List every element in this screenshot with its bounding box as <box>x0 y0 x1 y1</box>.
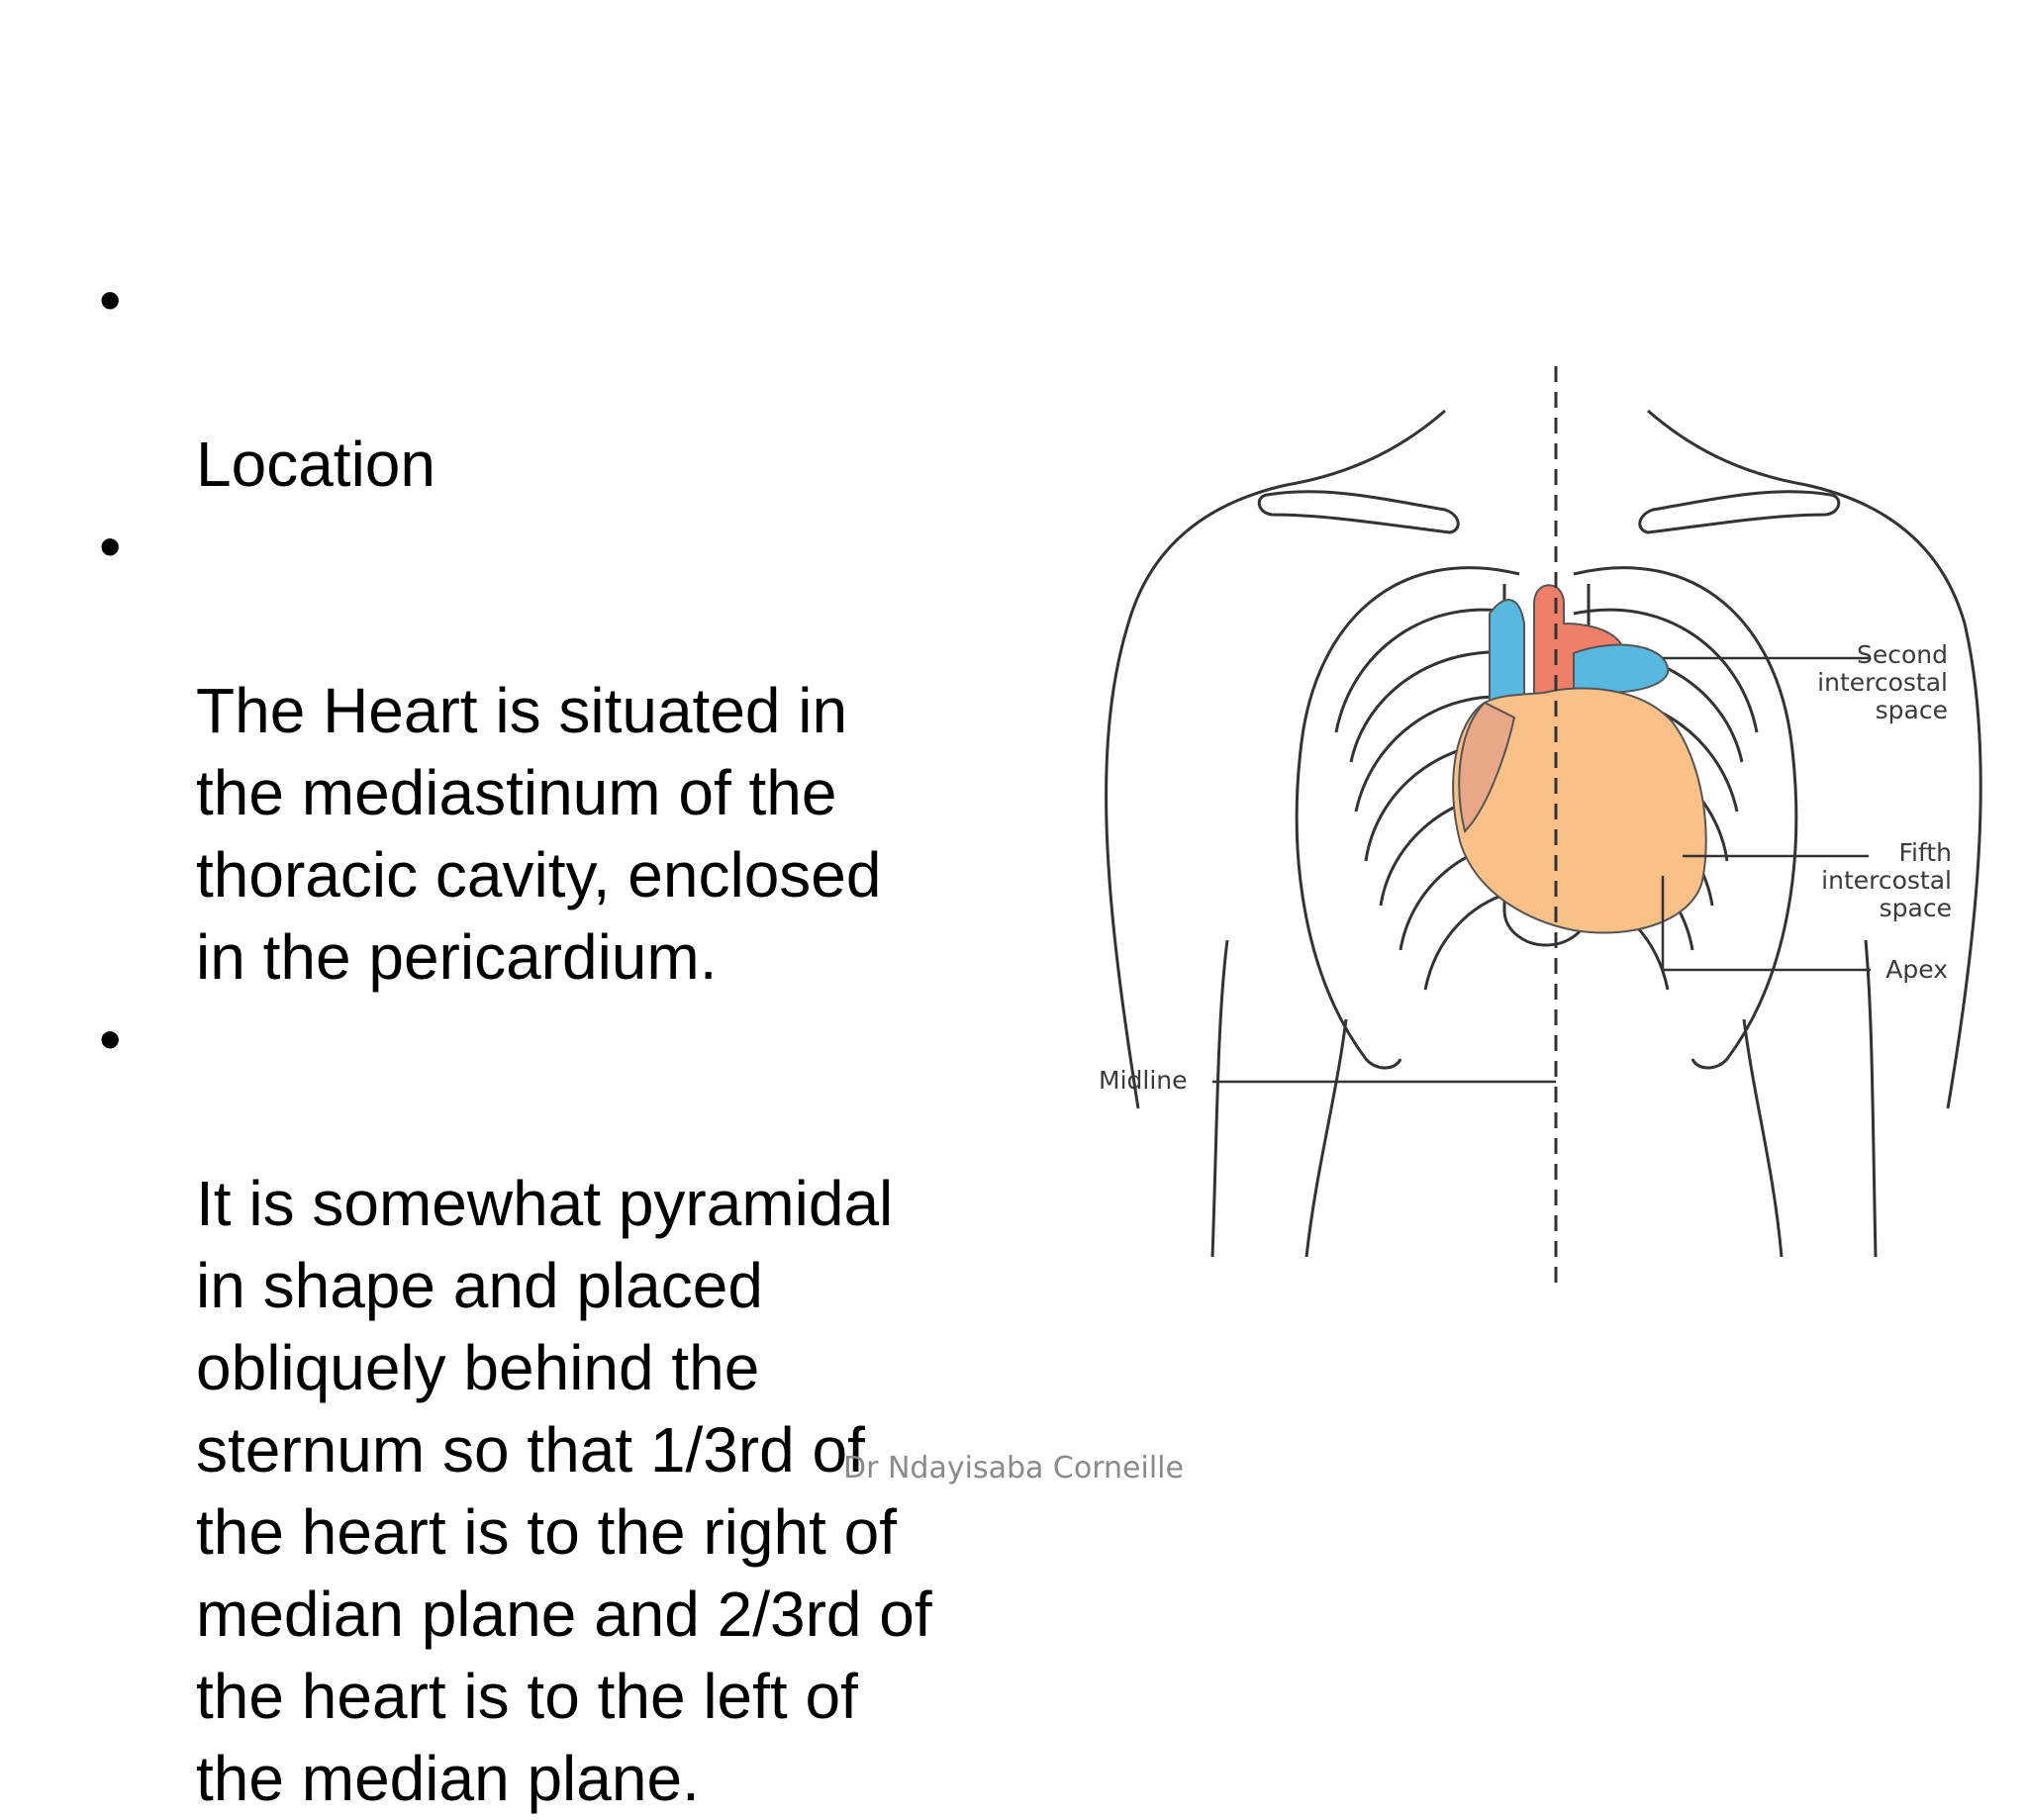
bullet-list <box>99 259 1049 1820</box>
label-second-2: intercostal <box>1817 668 1948 697</box>
bullet-shape <box>99 999 1049 1820</box>
label-second-3: space <box>1875 696 1948 724</box>
label-fifth-3: space <box>1879 894 1952 922</box>
bullet-marker: • <box>99 264 122 335</box>
footer-author: Dr Ndayisaba Corneille <box>843 1451 1184 1485</box>
pulmonary-trunk <box>1574 645 1668 693</box>
label-apex: Apex <box>1885 955 1948 984</box>
label-second-1: Second <box>1856 640 1948 669</box>
bullet-situation <box>99 506 1049 999</box>
heart-location-figure <box>1069 327 2027 1306</box>
bullet-text: The Heart is situated in the mediastinum of the thoracic cavity, enclosed in the pericardium. <box>196 675 882 993</box>
bullet-location <box>99 259 1049 506</box>
bullet-marker: • <box>99 1004 122 1075</box>
label-midline: Midline <box>1099 1066 1188 1095</box>
bullet-marker: • <box>99 511 122 582</box>
label-fifth-1: Fifth <box>1898 838 1952 867</box>
clavicles <box>1259 492 1839 532</box>
thorax-diagram <box>1069 327 2027 1306</box>
label-fifth-2: intercostal <box>1821 866 1952 895</box>
bullet-text: It is somewhat pyramidal in shape and placed obliquely behind the sternum so that 1/3rd of the heart is to the right of median plane and 2/3rd of the heart is to the left of the median plane. <box>196 1168 932 1814</box>
bullet-text: Location <box>196 429 435 500</box>
